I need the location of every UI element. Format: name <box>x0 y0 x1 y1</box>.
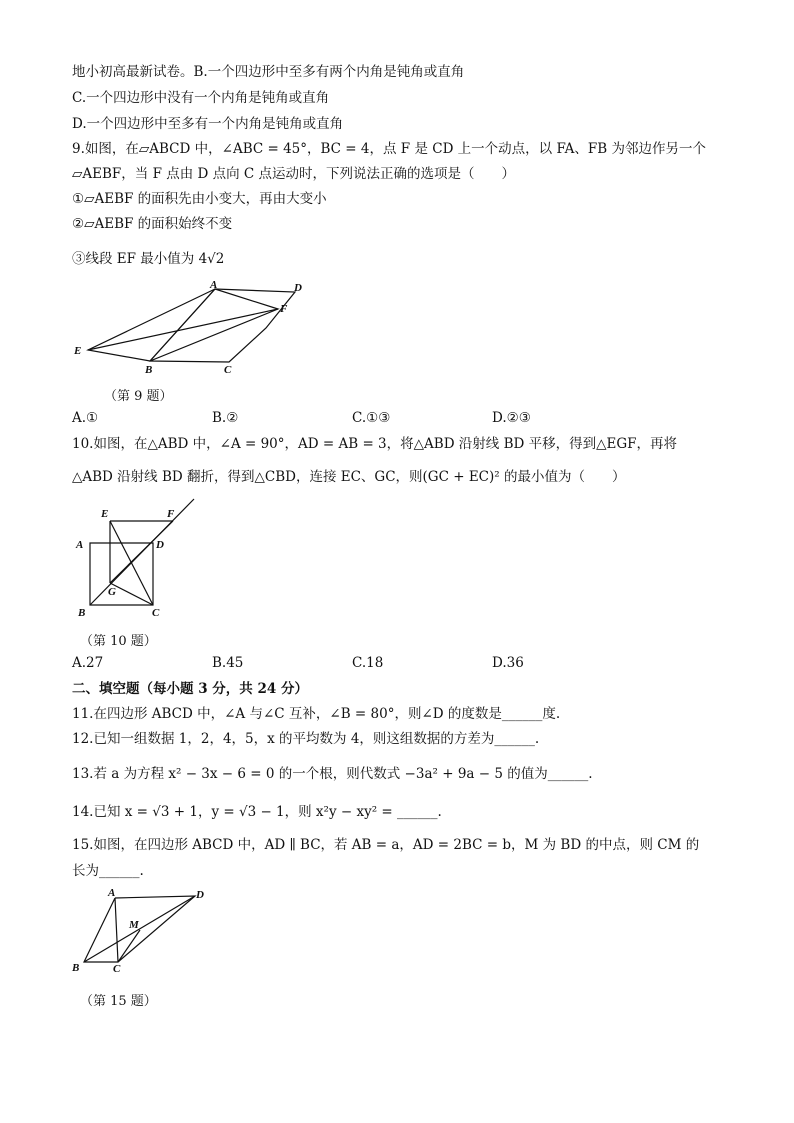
q10-option-d: D.36 <box>492 655 524 671</box>
q9-option-c: C.①③ <box>352 410 391 426</box>
label-e: E <box>74 345 82 357</box>
label-a: A <box>76 539 84 551</box>
label-a: A <box>108 887 116 899</box>
segment-gf <box>110 521 173 583</box>
label-d: D <box>294 282 302 294</box>
caption-fig9: （第 9 题） <box>104 389 173 404</box>
label-e: E <box>101 508 109 520</box>
segment-gc <box>110 583 153 605</box>
q10-stem-line1: 10.如图，在△ABD 中，∠A = 90°，AD = AB = 3，将△ABD 沿射线 BD 平移，得到△EGF，再将 <box>72 436 678 452</box>
q15-stem-line1: 15.如图，在四边形 ABCD 中，AD ∥ BC，若 AB = a，AD = 2BC = b，M 为 BD 的中点，则 CM 的 <box>72 837 700 853</box>
q14: 14.已知 x = √3 + 1，y = √3 − 1，则 x²y − xy² = ______. <box>72 804 442 820</box>
label-b: B <box>72 962 80 974</box>
segment-ac <box>115 898 118 962</box>
label-d: D <box>196 889 204 901</box>
label-g: G <box>108 586 116 598</box>
q9-stem-line1: 9.如图，在▱ABCD 中，∠ABC = 45°，BC = 4，点 F 是 CD 上一个动点，以 FA、FB 为邻边作另一个 <box>72 141 706 157</box>
option-d-prev: D.一个四边形中至多有一个内角是钝角或直角 <box>72 116 344 132</box>
q9-option-a: A.① <box>72 410 99 426</box>
q13: 13.若 a 为方程 x² − 3x − 6 = 0 的一个根，则代数式 −3a² + 9a − 5 的值为______. <box>72 766 593 782</box>
label-f: F <box>280 303 288 315</box>
q9-statement-3: ③线段 EF 最小值为 4√2 <box>72 251 225 267</box>
q10-option-c: C.18 <box>352 655 384 671</box>
figure-10 <box>70 497 210 627</box>
caption-fig10: （第 10 题） <box>80 634 157 649</box>
section-heading-fill-blank: 二、填空题（每小题 3 分，共 24 分） <box>72 681 308 697</box>
label-c: C <box>152 607 160 619</box>
q12: 12.已知一组数据 1，2，4，5，x 的平均数为 4，则这组数据的方差为______. <box>72 731 540 747</box>
label-b: B <box>78 607 86 619</box>
label-a: A <box>210 279 218 291</box>
parallelogram-abcd <box>150 289 295 362</box>
q10-option-b: B.45 <box>212 655 244 671</box>
option-b-prev: 地小初高最新试卷。B.一个四边形中至多有两个内角是钝角或直角 <box>72 64 465 80</box>
figure-15 <box>68 884 218 979</box>
q9-stem-line2: ▱AEBF，当 F 点由 D 点向 C 点运动时，下列说法正确的选项是（ ） <box>72 166 516 182</box>
q9-statement-1: ①▱AEBF 的面积先由小变大，再由大变小 <box>72 191 327 207</box>
q9-option-d: D.②③ <box>492 410 531 426</box>
segment-ec <box>110 521 153 605</box>
caption-fig15: （第 15 题） <box>80 994 157 1009</box>
label-c: C <box>224 364 232 376</box>
label-b: B <box>145 364 153 376</box>
label-m: M <box>129 919 139 931</box>
label-f: F <box>167 508 175 520</box>
label-d: D <box>156 539 164 551</box>
q15-stem-line2: 长为______. <box>72 863 144 879</box>
q10-stem-line2: △ABD 沿射线 BD 翻折，得到△CBD，连接 EC、GC，则(GC + EC)² 的最小值为（ ） <box>72 469 626 485</box>
q10-option-a: A.27 <box>72 655 104 671</box>
q9-statement-2: ②▱AEBF 的面积始终不变 <box>72 216 233 232</box>
figure-9 <box>68 278 318 378</box>
q11: 11.在四边形 ABCD 中，∠A 与∠C 互补，∠B = 80°，则∠D 的度数是______度. <box>72 706 561 722</box>
label-c: C <box>113 963 121 975</box>
q9-option-b: B.② <box>212 410 239 426</box>
option-c-prev: C.一个四边形中没有一个内角是钝角或直角 <box>72 90 330 106</box>
